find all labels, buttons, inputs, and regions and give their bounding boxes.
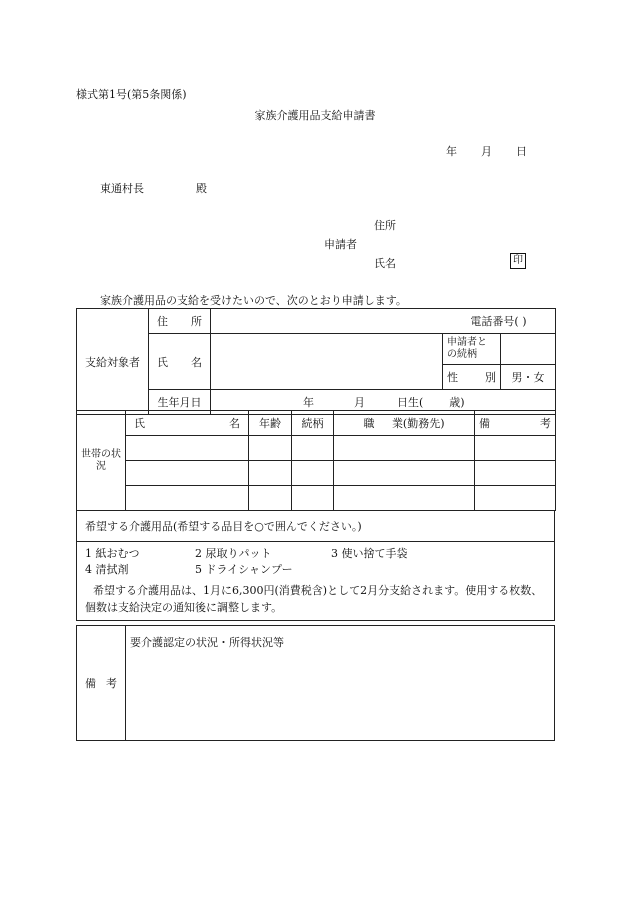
household-row xyxy=(77,486,556,511)
col-relation: 続柄 xyxy=(292,411,334,436)
date-day: 日 xyxy=(516,145,527,158)
item-pad[interactable]: 2 尿取りパット xyxy=(195,547,272,560)
household-cell[interactable] xyxy=(292,461,334,486)
item-wipes[interactable]: 4 清拭剤 xyxy=(85,563,129,576)
household-cell[interactable] xyxy=(475,461,556,486)
addressee xyxy=(100,180,207,196)
household-cell[interactable] xyxy=(334,436,475,461)
item-diaper[interactable]: 1 紙おむつ xyxy=(85,547,140,560)
relation-label: 申請者との続柄 xyxy=(443,334,501,365)
applicant-role-label: 申請者 xyxy=(324,238,357,251)
supplies-table xyxy=(76,510,555,621)
addressee-name: 東通村長 xyxy=(100,182,144,195)
household-cell[interactable] xyxy=(126,436,249,461)
name-field[interactable] xyxy=(211,334,443,390)
household-row xyxy=(77,436,556,461)
remarks-field[interactable] xyxy=(126,626,555,741)
address-field[interactable] xyxy=(211,309,556,334)
col-age: 年齢 xyxy=(249,411,292,436)
gender-label-cell: 性 別 xyxy=(443,365,501,390)
name-label-cell: 氏 名 xyxy=(149,334,211,390)
household-cell[interactable] xyxy=(334,461,475,486)
household-cell[interactable] xyxy=(249,461,292,486)
intro-text: 家族介護用品の支給を受けたいので、次のとおり申請します。 xyxy=(100,294,407,307)
seal-mark: 印 xyxy=(510,253,526,269)
page-title: 家族介護用品支給申請書 xyxy=(254,109,376,122)
subject-table xyxy=(76,308,556,415)
household-cell[interactable] xyxy=(334,486,475,511)
date-year: 年 xyxy=(446,145,457,158)
household-cell[interactable] xyxy=(292,486,334,511)
subject-section-label: 支給対象者 xyxy=(77,309,149,415)
form-id: 様式第1号(第5条関係) xyxy=(76,88,187,101)
supplies-heading: 希望する介護用品(希望する品目を○で囲んでください。) xyxy=(77,511,555,542)
applicant-name-label: 氏名 xyxy=(374,257,396,270)
item-gloves[interactable]: 3 使い捨て手袋 xyxy=(331,547,408,560)
col-note: 備 考 xyxy=(475,411,556,436)
supplies-body xyxy=(77,542,555,621)
household-table xyxy=(76,410,556,511)
household-cell[interactable] xyxy=(126,486,249,511)
household-row xyxy=(77,461,556,486)
household-cell[interactable] xyxy=(292,436,334,461)
supplies-note: 希望する介護用品は、1月に6,300円(消費税含)として2月分支給されます。使用する枚数、個数は支給決定の通知後に調整します。 xyxy=(85,584,543,614)
relation-field[interactable] xyxy=(501,334,556,365)
birth-label: 生年月日 xyxy=(149,390,211,415)
household-cell[interactable] xyxy=(126,461,249,486)
phone-label: 電話番号( ) xyxy=(470,315,527,328)
household-cell[interactable] xyxy=(475,486,556,511)
addressee-honorific: 殿 xyxy=(196,182,207,195)
item-shampoo[interactable]: 5 ドライシャンプー xyxy=(195,563,293,576)
date-line xyxy=(446,143,527,159)
date-month: 月 xyxy=(481,145,492,158)
col-job: 職 業(勤務先) xyxy=(334,411,475,436)
supplies-items xyxy=(85,546,546,578)
applicant-address-label: 住所 xyxy=(374,219,396,232)
gender-field[interactable]: 男・女 xyxy=(501,365,556,390)
household-cell[interactable] xyxy=(249,486,292,511)
col-name: 氏 名 xyxy=(126,411,249,436)
birth-field[interactable]: 年 月 日生( 歳) xyxy=(211,390,556,415)
remarks-content: 要介護認定の状況・所得状況等 xyxy=(130,636,284,649)
address-label-cell: 住 所 xyxy=(149,309,211,334)
remarks-label-cell: 備 考 xyxy=(77,626,126,741)
household-cell[interactable] xyxy=(249,436,292,461)
remarks-table xyxy=(76,625,555,741)
household-section-label: 世帯の状況 xyxy=(77,411,126,511)
household-cell[interactable] xyxy=(475,436,556,461)
